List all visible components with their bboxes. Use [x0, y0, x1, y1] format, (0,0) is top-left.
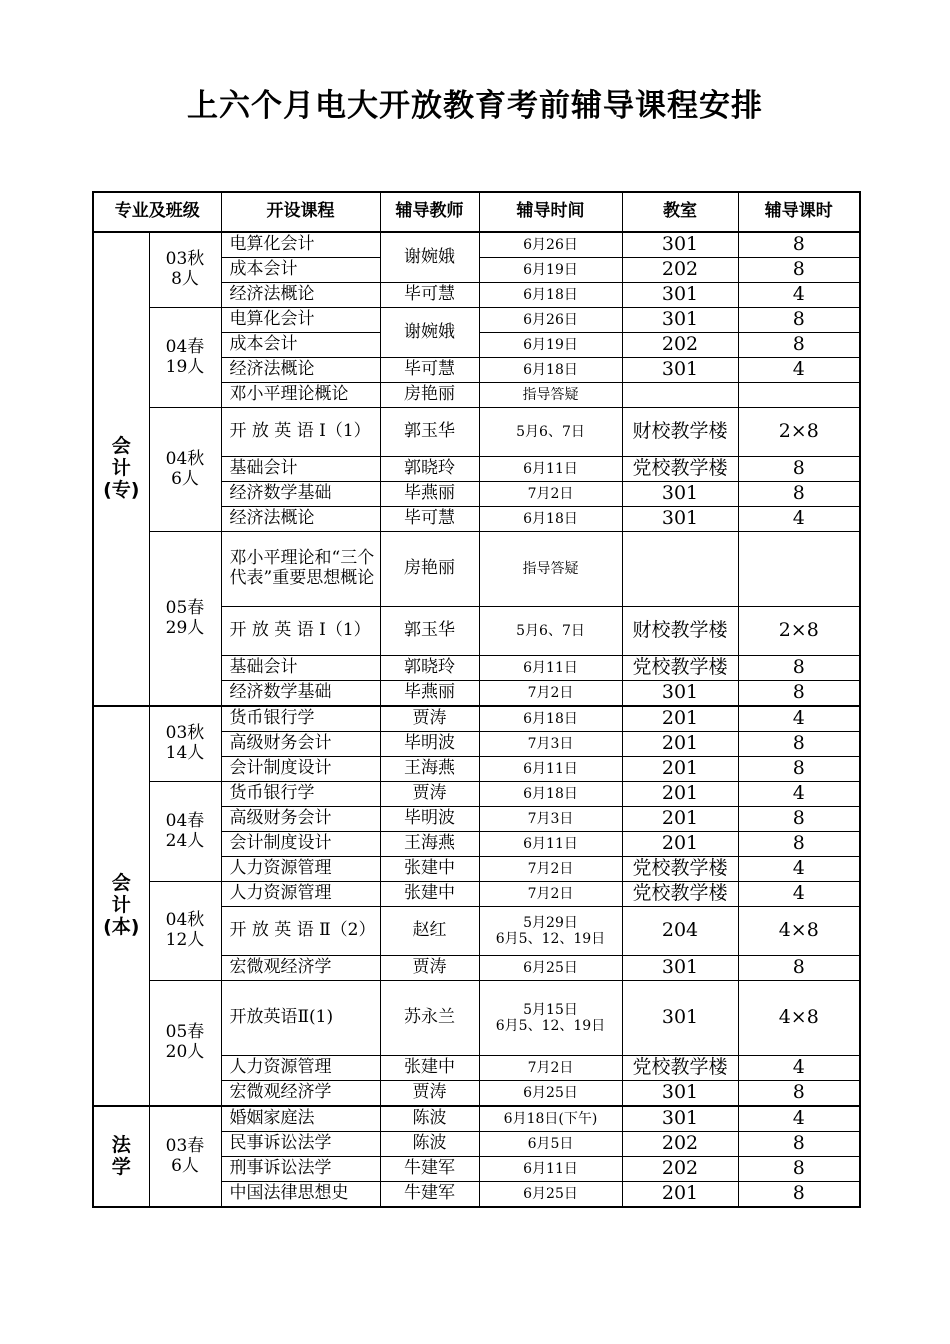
room-cell: 301 — [622, 1081, 738, 1107]
table-row — [93, 308, 860, 333]
teacher-cell: 贾涛 — [380, 706, 479, 732]
course-cell: 高级财务会计 — [221, 807, 380, 832]
time-cell: 6月11日 — [479, 457, 622, 482]
room-cell: 301 — [622, 482, 738, 507]
room-cell: 301 — [622, 1106, 738, 1132]
room-cell: 201 — [622, 732, 738, 757]
room-cell: 党校教学楼 — [622, 857, 738, 882]
teacher-cell: 毕可慧 — [380, 283, 479, 308]
time-cell: 6月11日 — [479, 832, 622, 857]
course-cell: 人力资源管理 — [221, 857, 380, 882]
course-cell: 经济数学基础 — [221, 681, 380, 707]
teacher-cell: 郭晓玲 — [380, 457, 479, 482]
time-cell: 6月5日 — [479, 1132, 622, 1157]
course-cell: 邓小平理论概论 — [221, 383, 380, 408]
hours-cell: 8 — [738, 457, 860, 482]
hours-cell: 4 — [738, 782, 860, 807]
table-row — [93, 706, 860, 732]
teacher-cell: 陈波 — [380, 1132, 479, 1157]
header-hours: 辅导课时 — [738, 192, 860, 232]
teacher-cell: 贾涛 — [380, 1081, 479, 1107]
teacher-cell: 陈波 — [380, 1106, 479, 1132]
teacher-cell: 贾涛 — [380, 956, 479, 981]
course-cell: 开放英语Ⅱ(1) — [221, 981, 380, 1056]
table-header-row — [93, 192, 860, 232]
time-cell: 6月19日 — [479, 333, 622, 358]
room-cell: 201 — [622, 782, 738, 807]
hours-cell: 8 — [738, 656, 860, 681]
course-cell: 成本会计 — [221, 258, 380, 283]
table-row — [93, 408, 860, 457]
teacher-cell: 牛建军 — [380, 1157, 479, 1182]
time-cell: 7月2日 — [479, 681, 622, 707]
table-row — [93, 532, 860, 607]
hours-cell: 4 — [738, 1106, 860, 1132]
table-row — [93, 232, 860, 258]
header-room: 教室 — [622, 192, 738, 232]
course-cell: 电算化会计 — [221, 308, 380, 333]
hours-cell: 8 — [738, 258, 860, 283]
time-cell: 6月18日 — [479, 706, 622, 732]
class-cell-c2: 04春 19人 — [149, 308, 221, 408]
teacher-cell: 房艳丽 — [380, 532, 479, 607]
teacher-cell: 毕可慧 — [380, 358, 479, 383]
hours-cell: 4 — [738, 882, 860, 907]
teacher-cell: 牛建军 — [380, 1182, 479, 1208]
teacher-cell: 毕明波 — [380, 807, 479, 832]
hours-cell: 8 — [738, 308, 860, 333]
time-cell: 6月18日 — [479, 358, 622, 383]
course-cell: 婚姻家庭法 — [221, 1106, 380, 1132]
time-cell: 6月18日 — [479, 782, 622, 807]
room-cell — [622, 383, 738, 408]
time-cell: 5月15日 6月5、12、19日 — [479, 981, 622, 1056]
course-cell: 经济法概论 — [221, 283, 380, 308]
hours-cell: 8 — [738, 1081, 860, 1107]
room-cell: 党校教学楼 — [622, 656, 738, 681]
room-cell: 301 — [622, 981, 738, 1056]
hours-cell: 8 — [738, 482, 860, 507]
time-cell: 7月3日 — [479, 807, 622, 832]
table-row — [93, 1106, 860, 1132]
course-cell: 经济数学基础 — [221, 482, 380, 507]
room-cell: 202 — [622, 1132, 738, 1157]
teacher-cell: 毕可慧 — [380, 507, 479, 532]
room-cell: 301 — [622, 956, 738, 981]
course-cell: 开 放 英 语 Ⅰ（1） — [221, 607, 380, 656]
schedule-table — [92, 191, 861, 1208]
time-cell: 5月29日 6月5、12、19日 — [479, 907, 622, 956]
course-cell: 会计制度设计 — [221, 757, 380, 782]
hours-cell — [738, 383, 860, 408]
time-cell: 7月2日 — [479, 482, 622, 507]
teacher-cell: 房艳丽 — [380, 383, 479, 408]
course-cell: 基础会计 — [221, 457, 380, 482]
header-time: 辅导时间 — [479, 192, 622, 232]
time-cell: 6月26日 — [479, 308, 622, 333]
class-cell-c8: 05春 20人 — [149, 981, 221, 1107]
course-cell: 人力资源管理 — [221, 882, 380, 907]
course-cell: 高级财务会计 — [221, 732, 380, 757]
course-cell: 刑事诉讼法学 — [221, 1157, 380, 1182]
hours-cell: 8 — [738, 1132, 860, 1157]
class-cell-c9: 03春 6人 — [149, 1106, 221, 1207]
teacher-cell: 王海燕 — [380, 757, 479, 782]
header-course: 开设课程 — [221, 192, 380, 232]
time-cell: 6月19日 — [479, 258, 622, 283]
time-cell: 6月11日 — [479, 1157, 622, 1182]
hours-cell: 2×8 — [738, 408, 860, 457]
time-cell: 指导答疑 — [479, 532, 622, 607]
course-cell: 基础会计 — [221, 656, 380, 681]
room-cell: 财校教学楼 — [622, 408, 738, 457]
room-cell: 201 — [622, 1182, 738, 1208]
course-cell: 开 放 英 语 Ⅰ（1） — [221, 408, 380, 457]
time-cell: 6月25日 — [479, 1081, 622, 1107]
hours-cell: 4 — [738, 706, 860, 732]
hours-cell: 4×8 — [738, 981, 860, 1056]
time-cell: 6月18日 — [479, 507, 622, 532]
hours-cell: 8 — [738, 832, 860, 857]
time-cell: 6月25日 — [479, 1182, 622, 1208]
room-cell: 202 — [622, 258, 738, 283]
teacher-cell: 郭玉华 — [380, 408, 479, 457]
class-cell-c4: 05春 29人 — [149, 532, 221, 707]
hours-cell: 4 — [738, 1056, 860, 1081]
course-cell: 人力资源管理 — [221, 1056, 380, 1081]
teacher-cell: 赵红 — [380, 907, 479, 956]
time-cell: 6月18日 — [479, 283, 622, 308]
course-cell: 货币银行学 — [221, 782, 380, 807]
course-cell: 经济法概论 — [221, 358, 380, 383]
hours-cell: 4 — [738, 358, 860, 383]
time-cell: 7月2日 — [479, 882, 622, 907]
time-cell: 7月2日 — [479, 1056, 622, 1081]
room-cell: 301 — [622, 283, 738, 308]
class-cell-c3: 04秋 6人 — [149, 408, 221, 532]
room-cell: 201 — [622, 807, 738, 832]
course-cell: 宏微观经济学 — [221, 956, 380, 981]
course-cell: 会计制度设计 — [221, 832, 380, 857]
room-cell: 201 — [622, 757, 738, 782]
teacher-cell: 谢婉娥 — [380, 308, 479, 358]
course-cell: 中国法律思想史 — [221, 1182, 380, 1208]
room-cell: 201 — [622, 832, 738, 857]
room-cell: 党校教学楼 — [622, 457, 738, 482]
time-cell: 6月11日 — [479, 656, 622, 681]
hours-cell: 4 — [738, 507, 860, 532]
room-cell: 201 — [622, 706, 738, 732]
teacher-cell: 王海燕 — [380, 832, 479, 857]
room-cell: 党校教学楼 — [622, 1056, 738, 1081]
room-cell: 301 — [622, 681, 738, 707]
time-cell: 7月2日 — [479, 857, 622, 882]
room-cell — [622, 532, 738, 607]
teacher-cell: 张建中 — [380, 1056, 479, 1081]
room-cell: 204 — [622, 907, 738, 956]
course-cell: 民事诉讼法学 — [221, 1132, 380, 1157]
room-cell: 202 — [622, 333, 738, 358]
course-cell: 开 放 英 语 Ⅱ（2） — [221, 907, 380, 956]
hours-cell: 8 — [738, 232, 860, 258]
teacher-cell: 毕燕丽 — [380, 482, 479, 507]
time-cell: 5月6、7日 — [479, 408, 622, 457]
time-cell: 6月26日 — [479, 232, 622, 258]
hours-cell: 8 — [738, 732, 860, 757]
course-cell: 邓小平理论和“三个代表”重要思想概论 — [221, 532, 380, 607]
hours-cell: 8 — [738, 333, 860, 358]
room-cell: 301 — [622, 507, 738, 532]
table-row — [93, 882, 860, 907]
time-cell: 6月25日 — [479, 956, 622, 981]
course-cell: 经济法概论 — [221, 507, 380, 532]
room-cell: 财校教学楼 — [622, 607, 738, 656]
course-cell: 成本会计 — [221, 333, 380, 358]
time-cell: 6月18日(下午) — [479, 1106, 622, 1132]
class-cell-c1: 03秋 8人 — [149, 232, 221, 308]
hours-cell: 8 — [738, 1157, 860, 1182]
table-row — [93, 782, 860, 807]
hours-cell — [738, 532, 860, 607]
room-cell: 202 — [622, 1157, 738, 1182]
teacher-cell: 谢婉娥 — [380, 232, 479, 283]
course-cell: 货币银行学 — [221, 706, 380, 732]
teacher-cell: 张建中 — [380, 882, 479, 907]
time-cell: 5月6、7日 — [479, 607, 622, 656]
major-cell-faxue: 法 学 — [93, 1106, 149, 1207]
header-teacher: 辅导教师 — [380, 192, 479, 232]
hours-cell: 8 — [738, 807, 860, 832]
teacher-cell: 毕明波 — [380, 732, 479, 757]
hours-cell: 4 — [738, 283, 860, 308]
class-cell-c6: 04春 24人 — [149, 782, 221, 882]
course-cell: 电算化会计 — [221, 232, 380, 258]
teacher-cell: 郭玉华 — [380, 607, 479, 656]
hours-cell: 8 — [738, 956, 860, 981]
class-cell-c7: 04秋 12人 — [149, 882, 221, 981]
teacher-cell: 郭晓玲 — [380, 656, 479, 681]
teacher-cell: 毕燕丽 — [380, 681, 479, 707]
time-cell: 6月11日 — [479, 757, 622, 782]
room-cell: 301 — [622, 308, 738, 333]
class-cell-c5: 03秋 14人 — [149, 706, 221, 782]
teacher-cell: 张建中 — [380, 857, 479, 882]
time-cell: 指导答疑 — [479, 383, 622, 408]
room-cell: 党校教学楼 — [622, 882, 738, 907]
teacher-cell: 苏永兰 — [380, 981, 479, 1056]
hours-cell: 8 — [738, 757, 860, 782]
hours-cell: 8 — [738, 681, 860, 707]
hours-cell: 4×8 — [738, 907, 860, 956]
room-cell: 301 — [622, 358, 738, 383]
hours-cell: 2×8 — [738, 607, 860, 656]
time-cell: 7月3日 — [479, 732, 622, 757]
course-cell: 宏微观经济学 — [221, 1081, 380, 1107]
major-cell-kj_ben: 会 计 (本) — [93, 706, 149, 1106]
room-cell: 301 — [622, 232, 738, 258]
hours-cell: 8 — [738, 1182, 860, 1208]
hours-cell: 4 — [738, 857, 860, 882]
table-row — [93, 981, 860, 1056]
header-major: 专业及班级 — [93, 192, 221, 232]
teacher-cell: 贾涛 — [380, 782, 479, 807]
major-cell-kj_zhuan: 会 计 (专) — [93, 232, 149, 706]
page-title: 上六个月电大开放教育考前辅导课程安排 — [187, 88, 763, 124]
